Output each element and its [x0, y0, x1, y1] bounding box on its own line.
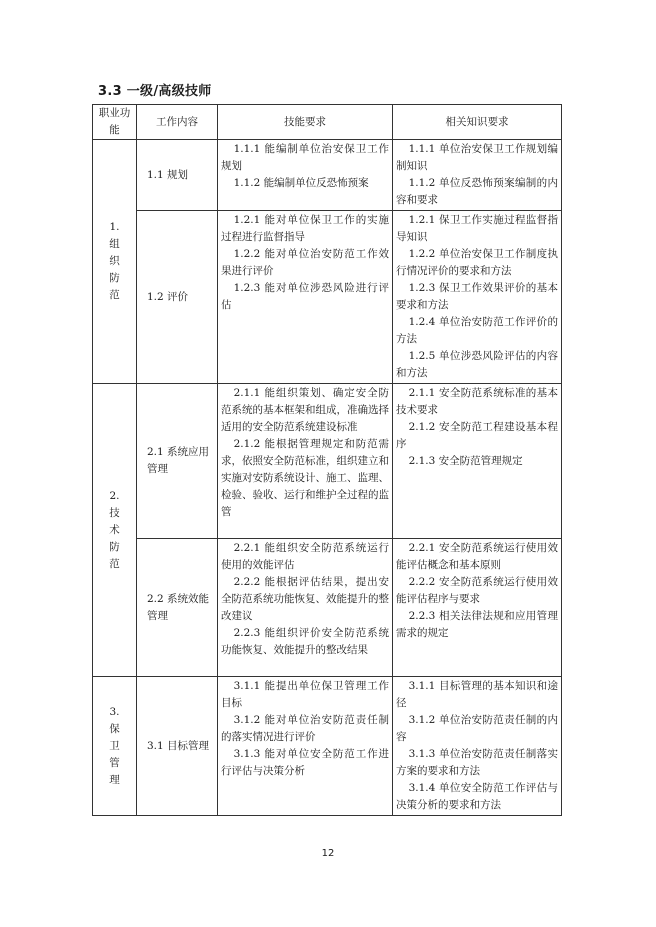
skill-cell: 2.2.1 能组织安全防范系统运行使用的效能评估 2.2.2 能根据评估结果，提出安全防范系统功能恢复、效能提升的整改建议 2.2.3 能组织评价安全防范系统功能恢复、效能提升的整改结果 — [218, 539, 393, 677]
table-row — [93, 384, 562, 539]
skill-cell: 1.2.1 能对单位保卫工作的实施过程进行监督指导 1.2.2 能对单位治安防范工作效果进行评价 1.2.3 能对单位涉恐风险进行评估 — [218, 211, 393, 384]
skill-cell: 1.1.1 能编制单位治安保卫工作规划 1.1.2 能编制单位反恐怖预案 — [218, 140, 393, 211]
table-row — [93, 140, 562, 211]
header-content: 工作内容 — [137, 105, 218, 140]
header-knowledge: 相关知识要求 — [393, 105, 562, 140]
header-skill: 技能要求 — [218, 105, 393, 140]
content-cell: 2.1 系统应用管理 — [137, 384, 218, 539]
skills-table — [92, 104, 562, 816]
content-cell: 1.2 评价 — [137, 211, 218, 384]
knowledge-cell: 2.1.1 安全防范系统标准的基本技术要求 2.1.2 安全防范工程建设基本程序 2.1.3 安全防范管理规定 — [393, 384, 562, 539]
content-cell: 1.1 规划 — [137, 140, 218, 211]
header-function: 职业功能 — [93, 105, 137, 140]
page-number: 12 — [321, 848, 335, 859]
content-cell: 2.2 系统效能管理 — [137, 539, 218, 677]
skill-cell: 3.1.1 能提出单位保卫管理工作目标 3.1.2 能对单位治安防范责任制的落实情况进行评价 3.1.3 能对单位安全防范工作进行评估与决策分析 — [218, 677, 393, 816]
knowledge-cell: 1.2.1 保卫工作实施过程监督指导知识 1.2.2 单位治安保卫工作制度执行情况评价的要求和方法 1.2.3 保卫工作效果评价的基本要求和方法 1.2.4 单位治安防范工作评价的方法 1.2.5 单位涉恐风险评估的内容和方法 — [393, 211, 562, 384]
section-heading: 3.3 一级/高级技师 — [98, 84, 212, 99]
knowledge-cell: 3.1.1 目标管理的基本知识和途径 3.1.2 单位治安防范责任制的内容 3.1.3 单位治安防范责任制落实方案的要求和方法 3.1.4 单位安全防范工作评估与决策分析的要求和方法 — [393, 677, 562, 816]
skill-cell: 2.1.1 能组织策划、确定安全防范系统的基本框架和组成，准确选择适用的安全防范系统建设标准 2.1.2 能根据管理规定和防范需求，依照安全防范标准，组织建立和实施对安防系统设计、施工、监理、检验、验收、运行和维护全过程的监管 — [218, 384, 393, 539]
function-cell: 3. 保 卫 管 理 — [93, 677, 137, 816]
table-row — [93, 211, 562, 384]
table-row — [93, 677, 562, 816]
knowledge-cell: 1.1.1 单位治安保卫工作规划编制知识 1.1.2 单位反恐怖预案编制的内容和要求 — [393, 140, 562, 211]
knowledge-cell: 2.2.1 安全防范系统运行使用效能评估概念和基本原则 2.2.2 安全防范系统运行使用效能评估程序与要求 2.2.3 相关法律法规和应用管理需求的规定 — [393, 539, 562, 677]
function-cell: 2. 技 术 防 范 — [93, 384, 137, 677]
table-header-row — [93, 105, 562, 140]
content-cell: 3.1 目标管理 — [137, 677, 218, 816]
table-row — [93, 539, 562, 677]
function-cell: 1. 组 织 防 范 — [93, 140, 137, 384]
